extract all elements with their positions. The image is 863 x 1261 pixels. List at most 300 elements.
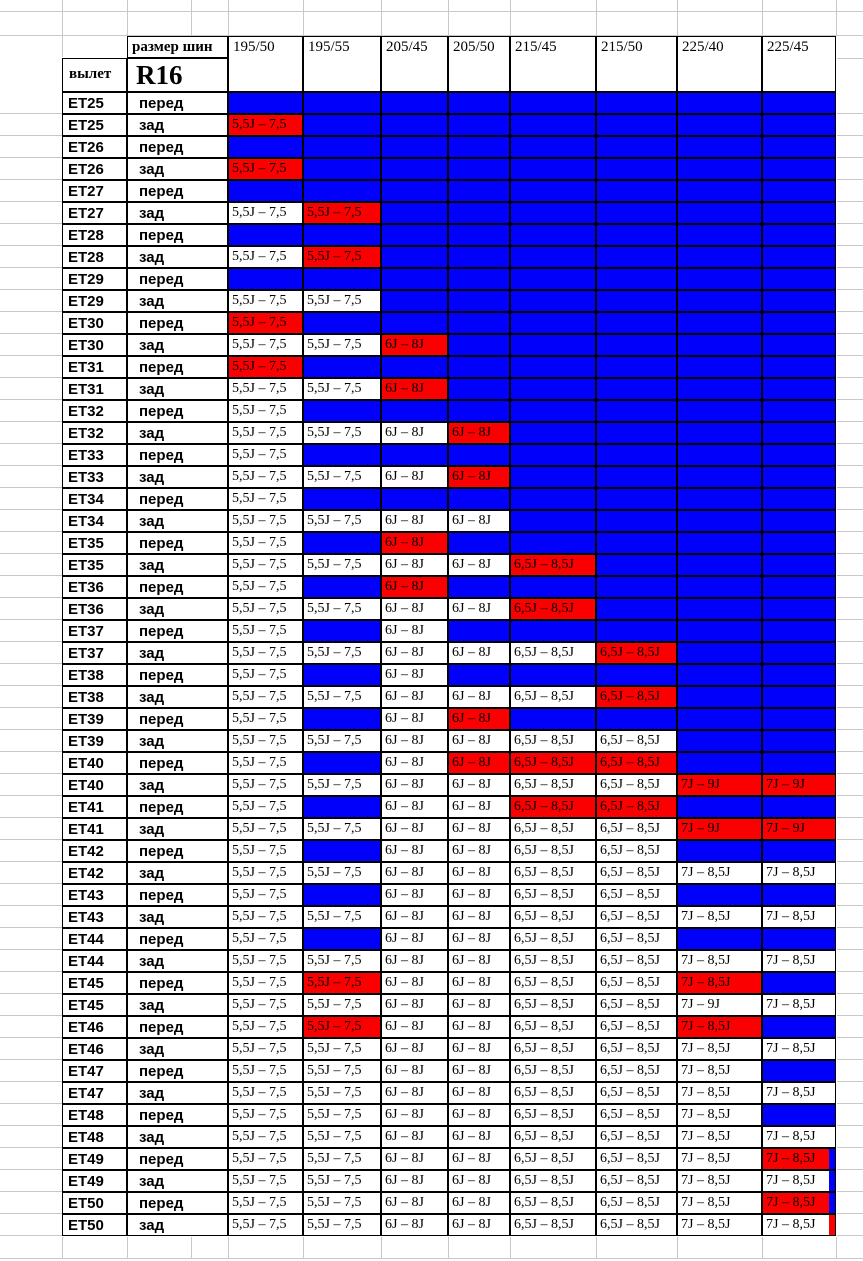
rim-width-cell[interactable]: 6J – 8J — [448, 1016, 510, 1038]
row-position-label[interactable]: перед — [127, 708, 228, 730]
rim-width-cell[interactable] — [762, 928, 836, 950]
rim-width-cell[interactable] — [596, 92, 677, 114]
row-position-label[interactable]: зад — [127, 422, 228, 444]
rim-width-cell[interactable] — [762, 114, 836, 136]
rim-width-cell[interactable]: 5,5J – 7,5 — [228, 906, 303, 928]
rim-width-cell[interactable]: 6,5J – 8,5J — [510, 1214, 596, 1236]
row-offset-label[interactable]: ET34 — [62, 510, 127, 532]
rim-width-cell[interactable]: 7J – 8,5J — [677, 1148, 762, 1170]
row-position-label[interactable]: перед — [127, 796, 228, 818]
rim-width-cell[interactable]: 5,5J – 7,5 — [228, 422, 303, 444]
rim-width-cell[interactable] — [510, 246, 596, 268]
row-position-label[interactable]: перед — [127, 268, 228, 290]
rim-width-cell[interactable]: 6,5J – 8,5J — [510, 1126, 596, 1148]
rim-width-cell[interactable]: 5,5J – 7,5 — [228, 114, 303, 136]
rim-width-cell[interactable] — [448, 158, 510, 180]
rim-width-cell[interactable]: 6,5J – 8,5J — [596, 796, 677, 818]
rim-width-cell[interactable]: 7J – 8,5J — [677, 862, 762, 884]
column-header-195/55[interactable]: 195/55 — [303, 36, 381, 92]
rim-width-cell[interactable]: 5,5J – 7,5 — [303, 1126, 381, 1148]
rim-width-cell[interactable] — [762, 686, 836, 708]
rim-width-cell[interactable]: 6J – 8J — [381, 422, 448, 444]
rim-width-cell[interactable] — [510, 488, 596, 510]
row-offset-label[interactable]: ET25 — [62, 114, 127, 136]
rim-width-cell[interactable] — [381, 202, 448, 224]
rim-width-cell[interactable]: 6,5J – 8,5J — [596, 906, 677, 928]
rim-width-cell[interactable] — [381, 312, 448, 334]
rim-width-cell[interactable]: 6,5J – 8,5J — [510, 1038, 596, 1060]
rim-width-cell[interactable] — [596, 224, 677, 246]
rim-width-cell[interactable]: 7J – 8,5J — [677, 906, 762, 928]
rim-width-cell[interactable]: 5,5J – 7,5 — [228, 840, 303, 862]
row-offset-label[interactable]: ET42 — [62, 840, 127, 862]
rim-width-cell[interactable] — [677, 246, 762, 268]
rim-width-cell[interactable] — [303, 114, 381, 136]
rim-width-cell[interactable] — [596, 598, 677, 620]
row-position-label[interactable]: зад — [127, 202, 228, 224]
row-position-label[interactable]: перед — [127, 1104, 228, 1126]
rim-width-cell[interactable] — [596, 378, 677, 400]
rim-width-cell[interactable] — [596, 576, 677, 598]
rim-width-cell[interactable]: 5,5J – 7,5 — [228, 1104, 303, 1126]
rim-width-cell[interactable] — [762, 136, 836, 158]
row-position-label[interactable]: зад — [127, 158, 228, 180]
rim-width-cell[interactable] — [762, 642, 836, 664]
row-position-label[interactable]: перед — [127, 1060, 228, 1082]
rim-width-cell[interactable] — [677, 114, 762, 136]
rim-width-cell[interactable]: 5,5J – 7,5 — [303, 1060, 381, 1082]
rim-width-cell[interactable]: 6,5J – 8,5J — [596, 1082, 677, 1104]
column-header-205/45[interactable]: 205/45 — [381, 36, 448, 92]
rim-width-cell[interactable] — [228, 268, 303, 290]
rim-width-cell[interactable] — [448, 136, 510, 158]
rim-width-cell[interactable]: 5,5J – 7,5 — [228, 972, 303, 994]
rim-width-cell[interactable] — [596, 532, 677, 554]
rim-width-cell[interactable]: 7J – 8,5J — [762, 1148, 836, 1170]
rim-width-cell[interactable]: 6J – 8J — [448, 818, 510, 840]
rim-width-cell[interactable] — [677, 708, 762, 730]
rim-width-cell[interactable]: 7J – 8,5J — [762, 1082, 836, 1104]
rim-width-cell[interactable] — [448, 664, 510, 686]
rim-width-cell[interactable]: 6J – 8J — [448, 642, 510, 664]
rim-width-cell[interactable]: 5,5J – 7,5 — [228, 202, 303, 224]
rim-width-cell[interactable] — [762, 620, 836, 642]
rim-width-cell[interactable]: 6J – 8J — [381, 664, 448, 686]
tire-size-header[interactable]: размер шин — [127, 36, 228, 58]
rim-width-cell[interactable]: 6J – 8J — [448, 730, 510, 752]
rim-width-cell[interactable] — [381, 356, 448, 378]
rim-width-cell[interactable] — [381, 136, 448, 158]
row-position-label[interactable]: перед — [127, 972, 228, 994]
rim-width-cell[interactable] — [596, 114, 677, 136]
row-offset-label[interactable]: ET34 — [62, 488, 127, 510]
row-offset-label[interactable]: ET33 — [62, 444, 127, 466]
rim-width-cell[interactable] — [510, 378, 596, 400]
rim-width-cell[interactable] — [510, 400, 596, 422]
rim-width-cell[interactable]: 6J – 8J — [381, 576, 448, 598]
rim-width-cell[interactable] — [762, 752, 836, 774]
row-position-label[interactable]: зад — [127, 1038, 228, 1060]
rim-width-cell[interactable] — [677, 444, 762, 466]
rim-width-cell[interactable]: 5,5J – 7,5 — [228, 752, 303, 774]
rim-width-cell[interactable] — [510, 312, 596, 334]
rim-width-cell[interactable]: 5,5J – 7,5 — [228, 884, 303, 906]
row-position-label[interactable]: зад — [127, 1214, 228, 1236]
rim-width-cell[interactable]: 7J – 9J — [677, 774, 762, 796]
column-header-205/50[interactable]: 205/50 — [448, 36, 510, 92]
row-position-label[interactable]: перед — [127, 840, 228, 862]
rim-width-cell[interactable] — [448, 92, 510, 114]
row-offset-label[interactable]: ET50 — [62, 1192, 127, 1214]
rim-width-cell[interactable]: 5,5J – 7,5 — [303, 972, 381, 994]
rim-width-cell[interactable]: 6J – 8J — [448, 1038, 510, 1060]
rim-width-cell[interactable] — [762, 422, 836, 444]
rim-width-cell[interactable]: 6J – 8J — [381, 972, 448, 994]
rim-width-cell[interactable] — [762, 444, 836, 466]
rim-width-cell[interactable] — [762, 1016, 836, 1038]
row-offset-label[interactable]: ET48 — [62, 1126, 127, 1148]
rim-width-cell[interactable] — [677, 576, 762, 598]
row-offset-label[interactable]: ET43 — [62, 906, 127, 928]
rim-width-cell[interactable]: 6,5J – 8,5J — [596, 1148, 677, 1170]
rim-width-cell[interactable] — [677, 488, 762, 510]
rim-width-cell[interactable]: 6J – 8J — [381, 1214, 448, 1236]
rim-width-cell[interactable]: 5,5J – 7,5 — [228, 532, 303, 554]
row-position-label[interactable]: зад — [127, 466, 228, 488]
rim-width-cell[interactable]: 6,5J – 8,5J — [510, 752, 596, 774]
rim-width-cell[interactable] — [510, 444, 596, 466]
row-position-label[interactable]: перед — [127, 92, 228, 114]
rim-width-cell[interactable] — [677, 620, 762, 642]
row-offset-label[interactable]: ET29 — [62, 268, 127, 290]
row-offset-label[interactable]: ET30 — [62, 312, 127, 334]
rim-width-cell[interactable]: 5,5J – 7,5 — [228, 312, 303, 334]
rim-width-cell[interactable]: 6J – 8J — [448, 1082, 510, 1104]
rim-width-cell[interactable]: 5,5J – 7,5 — [228, 774, 303, 796]
row-offset-label[interactable]: ET45 — [62, 994, 127, 1016]
rim-width-cell[interactable]: 6J – 8J — [448, 752, 510, 774]
rim-width-cell[interactable]: 7J – 8,5J — [762, 906, 836, 928]
row-position-label[interactable]: зад — [127, 554, 228, 576]
rim-width-cell[interactable]: 6J – 8J — [381, 1104, 448, 1126]
rim-width-cell[interactable] — [762, 972, 836, 994]
row-offset-label[interactable]: ET40 — [62, 752, 127, 774]
rim-width-cell[interactable] — [510, 180, 596, 202]
rim-width-cell[interactable]: 7J – 8,5J — [677, 1104, 762, 1126]
rim-width-cell[interactable]: 6,5J – 8,5J — [596, 840, 677, 862]
rim-width-cell[interactable] — [762, 224, 836, 246]
rim-width-cell[interactable]: 7J – 8,5J — [762, 862, 836, 884]
row-offset-label[interactable]: ET28 — [62, 224, 127, 246]
row-offset-label[interactable]: ET38 — [62, 664, 127, 686]
rim-width-cell[interactable] — [303, 488, 381, 510]
rim-width-cell[interactable] — [381, 180, 448, 202]
rim-width-cell[interactable]: 5,5J – 7,5 — [228, 158, 303, 180]
rim-width-cell[interactable] — [510, 268, 596, 290]
rim-width-cell[interactable]: 6J – 8J — [448, 598, 510, 620]
rim-width-cell[interactable] — [762, 246, 836, 268]
rim-width-cell[interactable]: 6,5J – 8,5J — [596, 752, 677, 774]
rim-width-cell[interactable] — [381, 246, 448, 268]
rim-width-cell[interactable]: 6J – 8J — [381, 950, 448, 972]
rim-width-cell[interactable]: 6J – 8J — [448, 1170, 510, 1192]
rim-width-cell[interactable] — [303, 92, 381, 114]
rim-width-cell[interactable]: 5,5J – 7,5 — [303, 1016, 381, 1038]
row-position-label[interactable]: зад — [127, 290, 228, 312]
rim-width-cell[interactable]: 5,5J – 7,5 — [303, 818, 381, 840]
rim-width-cell[interactable]: 6J – 8J — [381, 774, 448, 796]
rim-width-cell[interactable]: 7J – 8,5J — [677, 1192, 762, 1214]
rim-width-cell[interactable] — [762, 730, 836, 752]
rim-width-cell[interactable] — [596, 400, 677, 422]
rim-width-cell[interactable] — [596, 664, 677, 686]
rim-width-cell[interactable]: 6,5J – 8,5J — [596, 1170, 677, 1192]
rim-width-cell[interactable] — [596, 422, 677, 444]
rim-width-cell[interactable]: 5,5J – 7,5 — [303, 1104, 381, 1126]
rim-width-cell[interactable]: 6J – 8J — [381, 334, 448, 356]
rim-width-cell[interactable] — [677, 158, 762, 180]
rim-width-cell[interactable] — [510, 136, 596, 158]
row-offset-label[interactable]: ET30 — [62, 334, 127, 356]
row-offset-label[interactable]: ET36 — [62, 576, 127, 598]
rim-width-cell[interactable]: 6J – 8J — [381, 1170, 448, 1192]
rim-width-cell[interactable]: 6,5J – 8,5J — [510, 1060, 596, 1082]
rim-width-cell[interactable]: 5,5J – 7,5 — [303, 1192, 381, 1214]
rim-width-cell[interactable] — [381, 224, 448, 246]
row-offset-label[interactable]: ET46 — [62, 1038, 127, 1060]
rim-width-cell[interactable]: 6,5J – 8,5J — [596, 1038, 677, 1060]
rim-width-cell[interactable]: 6,5J – 8,5J — [510, 1104, 596, 1126]
row-offset-label[interactable]: ET37 — [62, 642, 127, 664]
rim-width-cell[interactable]: 6J – 8J — [381, 532, 448, 554]
rim-width-cell[interactable]: 6,5J – 8,5J — [510, 554, 596, 576]
rim-width-cell[interactable] — [510, 664, 596, 686]
row-offset-label[interactable]: ET41 — [62, 818, 127, 840]
row-position-label[interactable]: перед — [127, 664, 228, 686]
rim-width-cell[interactable]: 5,5J – 7,5 — [303, 202, 381, 224]
rim-width-cell[interactable] — [510, 532, 596, 554]
row-offset-label[interactable]: ET41 — [62, 796, 127, 818]
rim-width-cell[interactable] — [510, 422, 596, 444]
row-offset-label[interactable]: ET37 — [62, 620, 127, 642]
row-offset-label[interactable]: ET29 — [62, 290, 127, 312]
rim-width-cell[interactable]: 5,5J – 7,5 — [228, 620, 303, 642]
rim-width-cell[interactable] — [596, 290, 677, 312]
row-position-label[interactable]: перед — [127, 576, 228, 598]
rim-width-cell[interactable] — [596, 268, 677, 290]
rim-width-cell[interactable] — [677, 884, 762, 906]
rim-width-cell[interactable] — [510, 356, 596, 378]
rim-width-cell[interactable]: 6J – 8J — [448, 686, 510, 708]
rim-width-cell[interactable] — [762, 290, 836, 312]
rim-width-cell[interactable] — [510, 334, 596, 356]
row-offset-label[interactable]: ET44 — [62, 928, 127, 950]
row-position-label[interactable]: перед — [127, 488, 228, 510]
rim-width-cell[interactable]: 5,5J – 7,5 — [228, 686, 303, 708]
rim-width-cell[interactable]: 5,5J – 7,5 — [303, 1082, 381, 1104]
rim-width-cell[interactable]: 6J – 8J — [381, 642, 448, 664]
rim-width-cell[interactable]: 5,5J – 7,5 — [228, 1192, 303, 1214]
row-offset-label[interactable]: ET47 — [62, 1082, 127, 1104]
rim-width-cell[interactable] — [677, 202, 762, 224]
rim-width-cell[interactable] — [448, 532, 510, 554]
rim-width-cell[interactable]: 7J – 8,5J — [762, 950, 836, 972]
row-offset-label[interactable]: ET32 — [62, 400, 127, 422]
rim-width-cell[interactable] — [596, 554, 677, 576]
rim-width-cell[interactable] — [677, 356, 762, 378]
rim-width-cell[interactable]: 6J – 8J — [381, 796, 448, 818]
row-offset-label[interactable]: ET43 — [62, 884, 127, 906]
row-position-label[interactable]: перед — [127, 136, 228, 158]
rim-width-cell[interactable] — [303, 796, 381, 818]
rim-width-cell[interactable] — [381, 92, 448, 114]
rim-width-cell[interactable] — [677, 664, 762, 686]
rim-width-cell[interactable]: 6J – 8J — [381, 1016, 448, 1038]
rim-width-cell[interactable] — [677, 466, 762, 488]
row-offset-label[interactable]: ET39 — [62, 730, 127, 752]
rim-width-cell[interactable]: 5,5J – 7,5 — [228, 576, 303, 598]
rim-width-cell[interactable]: 7J – 8,5J — [677, 1170, 762, 1192]
rim-width-cell[interactable] — [303, 664, 381, 686]
rim-width-cell[interactable]: 6J – 8J — [381, 510, 448, 532]
rim-width-cell[interactable] — [677, 642, 762, 664]
rim-width-cell[interactable]: 5,5J – 7,5 — [228, 598, 303, 620]
rim-width-cell[interactable]: 6J – 8J — [381, 708, 448, 730]
rim-width-cell[interactable]: 5,5J – 7,5 — [228, 1148, 303, 1170]
rim-width-cell[interactable] — [677, 180, 762, 202]
row-position-label[interactable]: зад — [127, 906, 228, 928]
row-position-label[interactable]: зад — [127, 1126, 228, 1148]
rim-width-cell[interactable]: 5,5J – 7,5 — [303, 1038, 381, 1060]
rim-width-cell[interactable] — [510, 158, 596, 180]
rim-width-cell[interactable] — [448, 268, 510, 290]
rim-width-cell[interactable] — [762, 510, 836, 532]
rim-width-cell[interactable] — [303, 752, 381, 774]
rim-width-cell[interactable] — [596, 488, 677, 510]
rim-width-cell[interactable]: 6J – 8J — [448, 774, 510, 796]
rim-width-cell[interactable] — [677, 532, 762, 554]
rim-width-cell[interactable] — [762, 202, 836, 224]
rim-width-cell[interactable] — [303, 928, 381, 950]
column-header-215/50[interactable]: 215/50 — [596, 36, 677, 92]
rim-width-cell[interactable]: 7J – 8,5J — [677, 1214, 762, 1236]
rim-width-cell[interactable] — [596, 158, 677, 180]
rim-width-cell[interactable]: 6,5J – 8,5J — [510, 598, 596, 620]
rim-width-cell[interactable]: 6J – 8J — [381, 906, 448, 928]
rim-width-cell[interactable]: 6J – 8J — [381, 466, 448, 488]
row-offset-label[interactable]: ET31 — [62, 378, 127, 400]
rim-width-cell[interactable] — [762, 576, 836, 598]
offset-header[interactable]: вылет — [62, 58, 127, 92]
rim-width-cell[interactable]: 5,5J – 7,5 — [228, 290, 303, 312]
rim-width-cell[interactable]: 6J – 8J — [381, 840, 448, 862]
rim-width-cell[interactable]: 6,5J – 8,5J — [596, 1214, 677, 1236]
rim-width-cell[interactable] — [762, 708, 836, 730]
rim-width-cell[interactable]: 5,5J – 7,5 — [303, 686, 381, 708]
rim-width-cell[interactable]: 6,5J – 8,5J — [596, 1016, 677, 1038]
rim-width-cell[interactable]: 6J – 8J — [381, 686, 448, 708]
rim-width-cell[interactable]: 5,5J – 7,5 — [228, 400, 303, 422]
rim-width-cell[interactable] — [762, 180, 836, 202]
rim-width-cell[interactable]: 5,5J – 7,5 — [228, 1170, 303, 1192]
row-position-label[interactable]: зад — [127, 114, 228, 136]
rim-width-cell[interactable] — [303, 708, 381, 730]
rim-width-cell[interactable]: 5,5J – 7,5 — [228, 862, 303, 884]
rim-width-cell[interactable] — [228, 136, 303, 158]
rim-width-cell[interactable] — [762, 1104, 836, 1126]
rim-width-cell[interactable]: 6,5J – 8,5J — [510, 906, 596, 928]
row-offset-label[interactable]: ET42 — [62, 862, 127, 884]
rim-width-cell[interactable]: 5,5J – 7,5 — [228, 708, 303, 730]
rim-width-cell[interactable] — [510, 202, 596, 224]
rim-width-cell[interactable] — [448, 312, 510, 334]
rim-width-cell[interactable] — [448, 290, 510, 312]
rim-width-cell[interactable] — [303, 444, 381, 466]
rim-width-cell[interactable] — [510, 290, 596, 312]
rim-width-cell[interactable] — [677, 840, 762, 862]
rim-width-cell[interactable] — [596, 708, 677, 730]
rim-width-cell[interactable]: 6,5J – 8,5J — [596, 730, 677, 752]
rim-width-cell[interactable]: 7J – 8,5J — [762, 1214, 836, 1236]
row-position-label[interactable]: перед — [127, 180, 228, 202]
rim-width-cell[interactable]: 6,5J – 8,5J — [510, 994, 596, 1016]
rim-width-cell[interactable] — [381, 400, 448, 422]
rim-width-cell[interactable]: 6J – 8J — [381, 598, 448, 620]
row-position-label[interactable]: зад — [127, 686, 228, 708]
rim-width-cell[interactable] — [303, 312, 381, 334]
rim-width-cell[interactable] — [596, 356, 677, 378]
rim-width-cell[interactable] — [677, 290, 762, 312]
rim-width-cell[interactable] — [596, 466, 677, 488]
rim-width-cell[interactable]: 6J – 8J — [448, 840, 510, 862]
rim-width-cell[interactable]: 6J – 8J — [448, 466, 510, 488]
rim-width-cell[interactable] — [677, 796, 762, 818]
rim-width-cell[interactable]: 5,5J – 7,5 — [228, 928, 303, 950]
rim-width-cell[interactable]: 6J – 8J — [448, 862, 510, 884]
rim-width-cell[interactable]: 5,5J – 7,5 — [228, 444, 303, 466]
row-offset-label[interactable]: ET31 — [62, 356, 127, 378]
rim-width-cell[interactable] — [510, 224, 596, 246]
rim-width-cell[interactable]: 7J – 9J — [762, 774, 836, 796]
row-offset-label[interactable]: ET50 — [62, 1214, 127, 1236]
rim-width-cell[interactable] — [762, 488, 836, 510]
rim-width-cell[interactable]: 6,5J – 8,5J — [510, 774, 596, 796]
row-position-label[interactable]: зад — [127, 774, 228, 796]
rim-width-cell[interactable]: 6,5J – 8,5J — [596, 1060, 677, 1082]
rim-width-cell[interactable] — [762, 840, 836, 862]
rim-width-cell[interactable]: 6J – 8J — [448, 708, 510, 730]
rim-width-cell[interactable]: 5,5J – 7,5 — [228, 334, 303, 356]
rim-width-cell[interactable]: 5,5J – 7,5 — [228, 664, 303, 686]
rim-width-cell[interactable] — [596, 444, 677, 466]
rim-width-cell[interactable]: 7J – 8,5J — [762, 994, 836, 1016]
rim-width-cell[interactable] — [510, 466, 596, 488]
rim-width-cell[interactable]: 5,5J – 7,5 — [228, 950, 303, 972]
rim-width-cell[interactable]: 5,5J – 7,5 — [228, 818, 303, 840]
rim-width-cell[interactable] — [381, 488, 448, 510]
rim-width-cell[interactable]: 6J – 8J — [448, 972, 510, 994]
rim-width-cell[interactable] — [381, 158, 448, 180]
rim-width-cell[interactable]: 6,5J – 8,5J — [510, 818, 596, 840]
row-position-label[interactable]: зад — [127, 1082, 228, 1104]
row-position-label[interactable]: зад — [127, 246, 228, 268]
rim-width-cell[interactable] — [303, 136, 381, 158]
rim-width-cell[interactable] — [303, 840, 381, 862]
row-position-label[interactable]: зад — [127, 334, 228, 356]
rim-width-cell[interactable]: 5,5J – 7,5 — [303, 378, 381, 400]
rim-width-cell[interactable] — [677, 378, 762, 400]
rim-width-cell[interactable] — [448, 202, 510, 224]
